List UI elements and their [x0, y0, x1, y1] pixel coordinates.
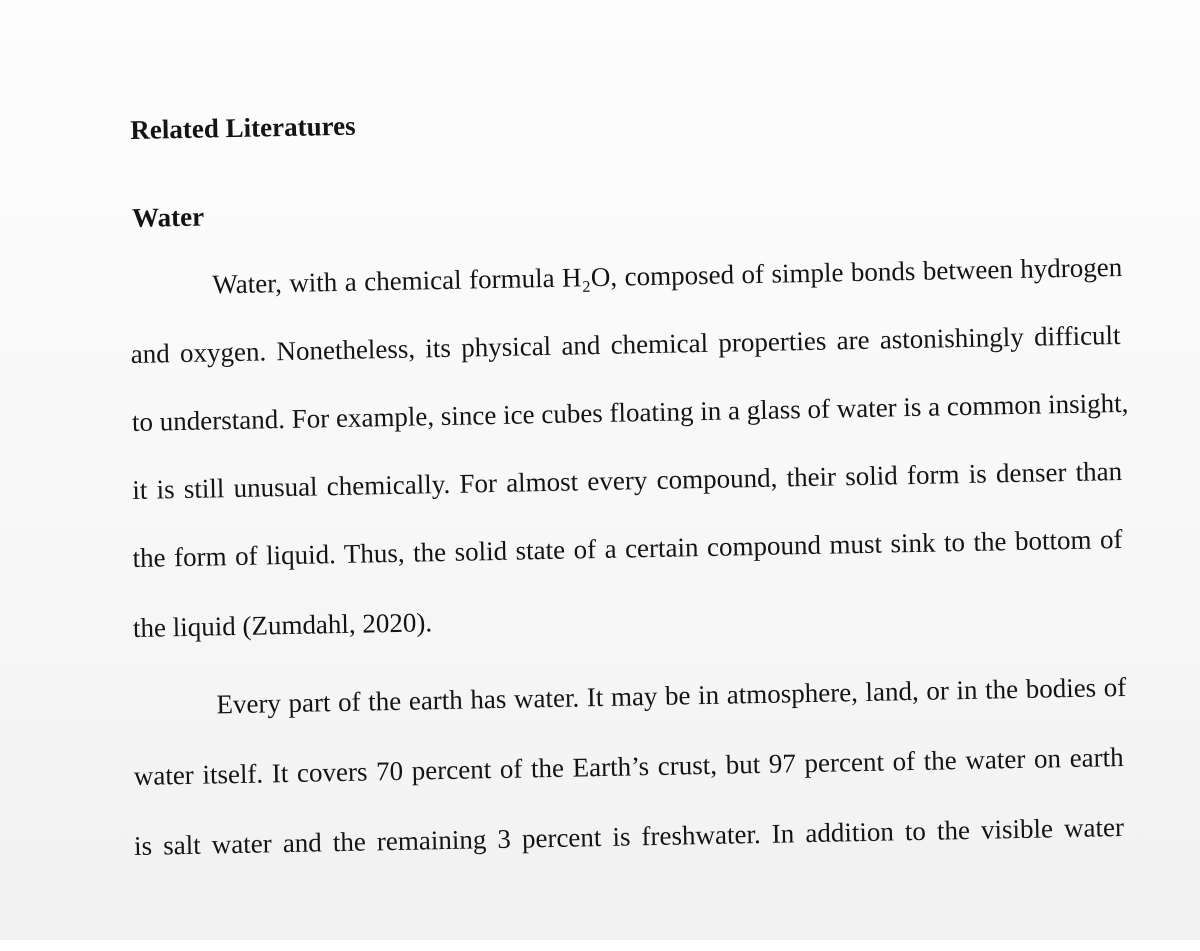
- section-heading: Related Literatures: [130, 110, 356, 145]
- paragraph-line: water itself. It covers 70 percent of the Earth’s crust, but 97 percent of the water on earth: [133, 742, 1124, 792]
- paragraph-line: it is still unusual chemically. For almost every compound, their solid form is denser than: [132, 455, 1123, 505]
- paragraph-line: Every part of the earth has water. It may be in atmosphere, land, or in the bodies of: [216, 671, 1127, 720]
- paragraph-line: to understand. For example, since ice cubes floating in a glass of water is a common insight,: [131, 387, 1129, 437]
- subsection-heading: Water: [131, 201, 205, 233]
- paragraph-line: Water, with a chemical formula H₂O, composed of simple bonds between hydrogen: [212, 251, 1123, 300]
- paragraph-line: the liquid (Zumdahl, 2020).: [132, 607, 433, 643]
- paragraph-line: is salt water and the remaining 3 percent is freshwater. In addition to the visible water: [133, 812, 1125, 862]
- paragraph-line: the form of liquid. Thus, the solid state of a certain compound must sink to the bottom of: [132, 523, 1123, 573]
- paragraph-line: and oxygen. Nonetheless, its physical and chemical properties are astonishingly difficult: [130, 319, 1121, 369]
